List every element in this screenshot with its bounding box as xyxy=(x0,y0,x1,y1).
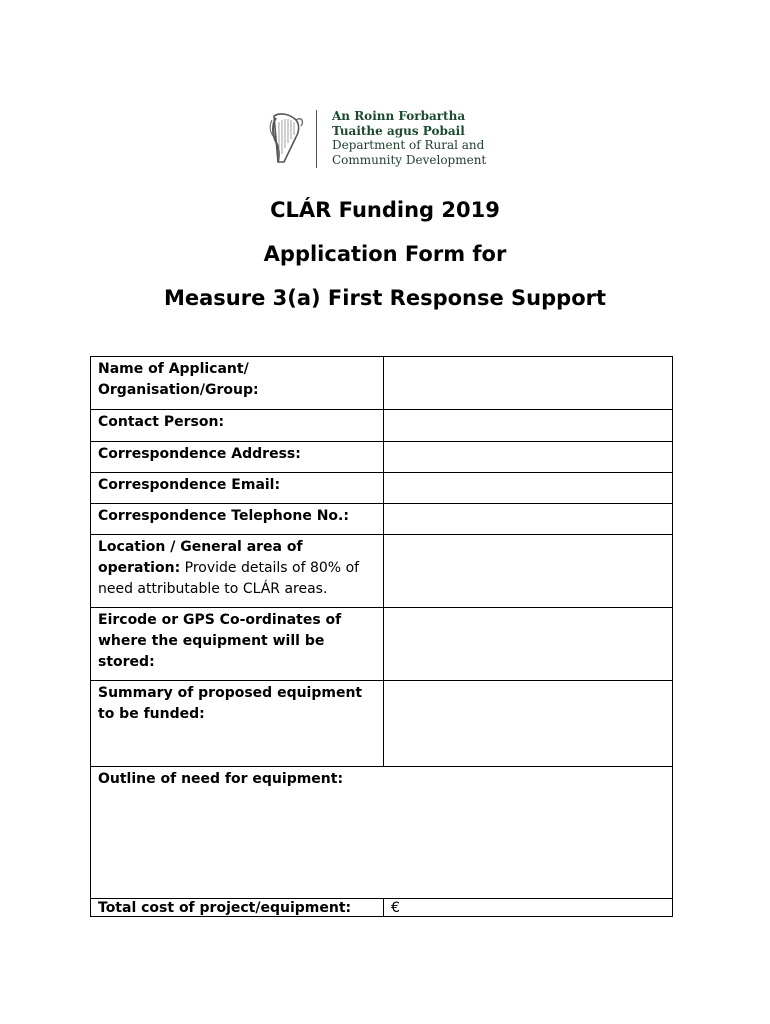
telephone-field[interactable] xyxy=(384,504,673,535)
table-row xyxy=(91,473,673,504)
form-label-cell xyxy=(91,608,384,681)
email-label: Correspondence Email: xyxy=(98,477,281,493)
applicant-name-label: Name of Applicant/ Organisation/Group: xyxy=(98,361,259,398)
department-name xyxy=(332,109,486,167)
dept-name-english-2: Community Development xyxy=(332,152,487,167)
logo-divider xyxy=(316,110,317,168)
form-label-cell xyxy=(91,504,384,535)
total-cost-field[interactable]: € xyxy=(384,899,673,917)
eircode-label: Eircode or GPS Co-ordinates of where the equipment will be stored: xyxy=(98,612,342,670)
harp-icon xyxy=(266,110,306,166)
equipment-summary-label: Summary of proposed equipment to be funded: xyxy=(98,685,363,722)
form-label-cell xyxy=(91,535,384,608)
form-label-cell xyxy=(91,681,384,767)
dept-name-english-1: Department of Rural and xyxy=(332,138,485,152)
location-label: Location / General area of operation: xyxy=(98,539,303,576)
address-label: Correspondence Address: xyxy=(98,446,301,462)
address-field[interactable] xyxy=(384,442,673,473)
page-subtitle: Application Form for xyxy=(263,242,507,266)
measure-title: Measure 3(a) First Response Support xyxy=(163,286,607,310)
table-row xyxy=(91,410,673,442)
email-field[interactable] xyxy=(384,473,673,504)
eircode-field[interactable] xyxy=(384,608,673,681)
equipment-summary-field[interactable] xyxy=(384,681,673,767)
location-field[interactable] xyxy=(384,535,673,608)
applicant-name-field[interactable] xyxy=(384,357,673,410)
table-row xyxy=(91,535,673,608)
form-label-cell xyxy=(91,442,384,473)
page-title: CLÁR Funding 2019 xyxy=(270,198,500,222)
contact-person-field[interactable] xyxy=(384,410,673,442)
table-row xyxy=(91,899,673,917)
need-outline-field[interactable] xyxy=(91,767,673,899)
need-outline-label: Outline of need for equipment: xyxy=(98,771,344,787)
table-row xyxy=(91,357,673,410)
dept-name-irish-2: Tuaithe agus Pobail xyxy=(332,123,465,138)
form-label-cell xyxy=(91,473,384,504)
telephone-label: Correspondence Telephone No.: xyxy=(98,508,349,524)
dept-name-irish-1: An Roinn Forbartha xyxy=(332,109,466,123)
application-form-table xyxy=(90,356,673,917)
total-cost-label: Total cost of project/equipment: xyxy=(98,900,352,916)
table-row xyxy=(91,608,673,681)
table-row xyxy=(91,504,673,535)
location-note: Provide details of 80% of need attributable to CLÁR areas. xyxy=(98,560,360,597)
form-label-cell xyxy=(91,357,384,410)
department-logo xyxy=(262,106,502,170)
table-row xyxy=(91,442,673,473)
form-label-cell xyxy=(91,899,384,917)
table-row xyxy=(91,681,673,767)
table-row xyxy=(91,767,673,899)
form-label-cell xyxy=(91,410,384,442)
contact-person-label: Contact Person: xyxy=(98,414,225,430)
